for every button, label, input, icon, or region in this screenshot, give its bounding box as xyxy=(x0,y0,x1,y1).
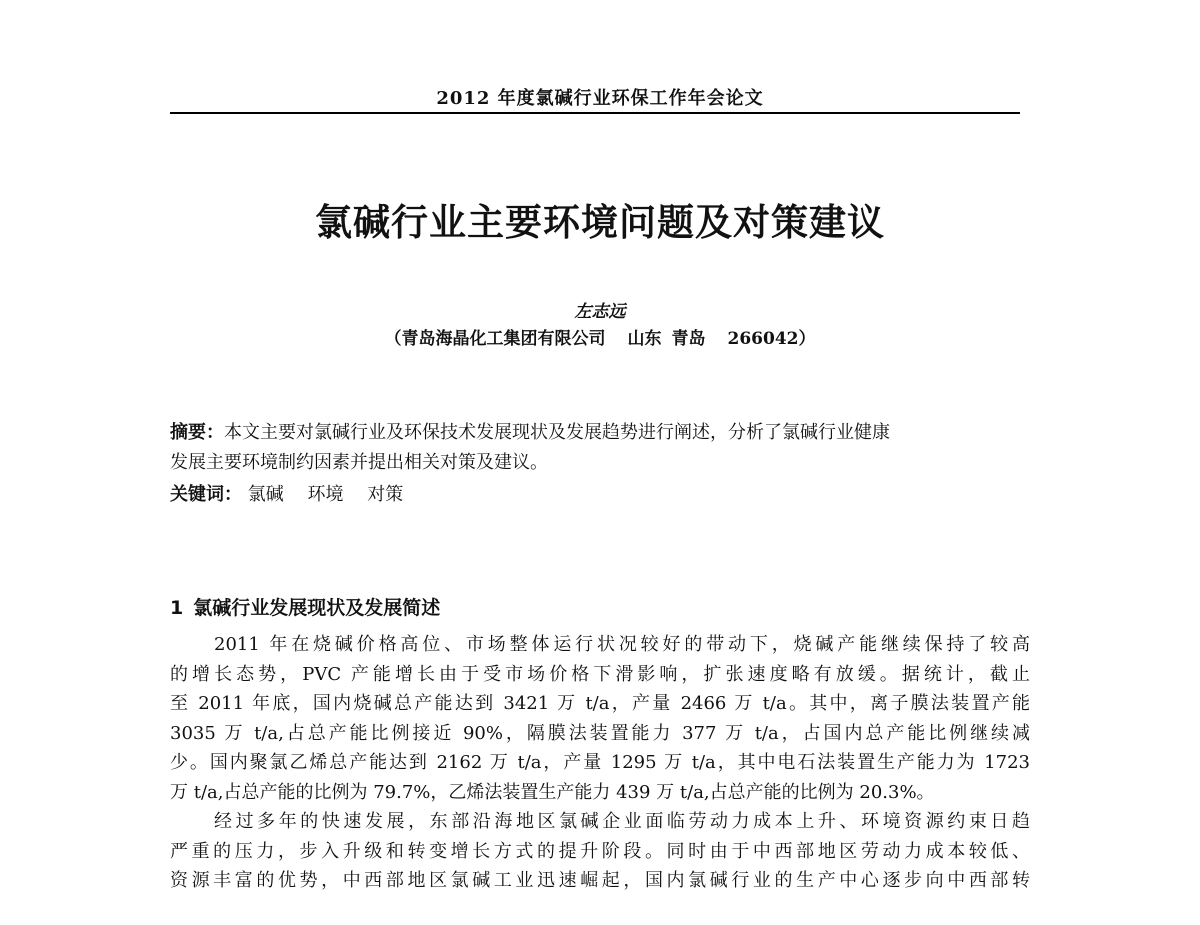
paragraph-line: 经过多年的快速发展，东部沿海地区氯碱企业面临劳动力成本上升、环境资源约束日趋 xyxy=(214,811,1030,832)
abstract-text-1: 本文主要对氯碱行业及环保技术发展现状及发展趋势进行阐述，分析了氯碱行业健康 xyxy=(224,422,890,443)
abstract-line-2: 发展主要环境制约因素并提出相关对策及建议。 xyxy=(170,452,548,473)
paper-title: 氯碱行业主要环境问题及对策建议 xyxy=(315,200,885,244)
keywords xyxy=(170,480,1030,510)
keyword-item: 对策 xyxy=(367,484,404,505)
affiliation xyxy=(0,324,1200,349)
running-header: 2012 年度氯碱行业环保工作年会论文 xyxy=(436,88,764,109)
paragraph-line: 严重的压力，步入升级和转变增长方式的提升阶段。同时由于中西部地区劳动力成本较低、 xyxy=(170,840,1030,862)
affiliation-org: 青岛海晶化工集团有限公司 xyxy=(401,329,606,349)
header-rule xyxy=(170,112,1020,114)
paragraph-line: 的增长态势，PVC 产能增长由于受市场价格下滑影响，扩张速度略有放缓。据统计，截止 xyxy=(170,663,1030,685)
paragraph-line: 少。国内聚氯乙烯总产能达到 2162 万 t/a，产量 1295 万 t/a，其中电石法装置生产能力为 1723 xyxy=(170,752,1030,773)
abstract xyxy=(170,418,1030,478)
affiliation-open-paren: （ xyxy=(384,329,402,349)
author-name: 左志远 xyxy=(574,302,626,322)
paragraph-line: 至 2011 年底，国内烧碱总产能达到 3421 万 t/a，产量 2466 万 t/a。其中，离子膜法装置产能 xyxy=(170,693,1030,714)
keyword-item: 氯碱 xyxy=(247,484,284,505)
affiliation-postcode: 266042 xyxy=(727,329,799,349)
section-heading xyxy=(170,593,440,620)
affiliation-close-paren: ） xyxy=(798,329,816,349)
section-title: 氯碱行业发展现状及发展简述 xyxy=(193,597,441,619)
paragraph-line: 万 t/a,占总产能的比例为 79.7%，乙烯法装置生产能力 439 万 t/a,占总产能的比例为 20.3%。 xyxy=(170,781,935,803)
paragraph-line: 资源丰富的优势，中西部地区氯碱工业迅速崛起，国内氯碱行业的生产中心逐步向中西部转 xyxy=(170,870,1030,891)
affiliation-city: 青岛 xyxy=(671,329,706,349)
paragraph-line: 3035 万 t/a,占总产能比例接近 90%，隔膜法装置能力 377 万 t/a，占国内总产能比例继续减 xyxy=(170,722,1030,744)
affiliation-province: 山东 xyxy=(627,329,662,349)
abstract-line-1 xyxy=(170,418,1030,448)
paragraph-line: 2011 年在烧碱价格高位、市场整体运行状况较好的带动下，烧碱产能继续保持了较高 xyxy=(214,634,1030,655)
keyword-item: 环境 xyxy=(307,484,344,505)
keywords-label: 关键词： xyxy=(170,484,242,505)
section-number: 1 xyxy=(170,597,184,619)
body-text xyxy=(170,630,1030,896)
abstract-label: 摘要： xyxy=(170,422,224,443)
